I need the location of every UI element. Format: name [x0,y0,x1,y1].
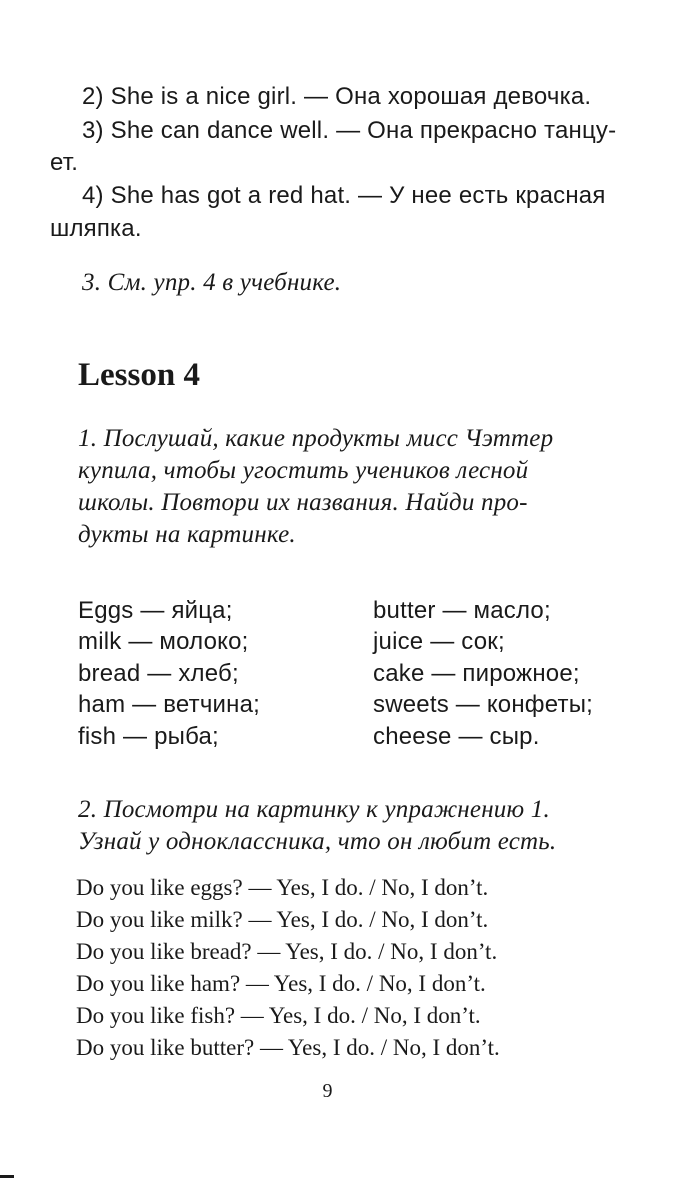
dialogue-line: Do you like ham? — Yes, I do. / No, I don’t. [76,971,486,996]
task-2-line: 2. Посмотри на картинку к упражнению 1. [78,796,550,823]
task-1-line: школы. Повтори их названия. Найди про- [78,489,528,516]
vocab-item: sweets — конфеты; [373,691,594,718]
vocab-item: Eggs — яйца; [78,597,233,624]
dialogue-line: Do you like fish? — Yes, I do. / No, I don’t. [76,1003,481,1028]
text-line: шляпка. [50,215,142,242]
task-1-line: дукты на картинке. [78,521,296,548]
vocab-item: cake — пирожное; [373,660,580,687]
vocab-item: juice — сок; [373,628,505,655]
task-2-line: Узнай у одноклассника, что он любит есть. [78,828,557,855]
lesson-title: Lesson 4 [78,357,200,393]
text-line: 3) She can dance well. — Она прекрасно танцу- [82,117,617,144]
vocab-item: fish — рыба; [78,723,219,750]
dialogue-line: Do you like milk? — Yes, I do. / No, I don’t. [76,907,489,932]
text-line: 2) She is a nice girl. — Она хорошая девочка. [82,83,592,110]
reference-note: 3. См. упр. 4 в учебнике. [82,269,342,296]
vocab-item: ham — ветчина; [78,691,261,718]
vocab-item: butter — масло; [373,597,551,624]
task-1-line: 1. Послушай, какие продукты мисс Чэттер [78,425,554,452]
dialogue-line: Do you like bread? — Yes, I do. / No, I don’t. [76,939,498,964]
task-1-line: купила, чтобы угостить учеников лесной [78,457,529,484]
text-line: 4) She has got a red hat. — У нее есть красная [82,182,606,209]
dialogue-line: Do you like eggs? — Yes, I do. / No, I don’t. [76,875,489,900]
vocab-item: milk — молоко; [78,628,249,655]
vocab-item: bread — хлеб; [78,660,239,687]
vocab-item: cheese — сыр. [373,723,540,750]
text-line: ет. [50,149,79,176]
scan-mark [0,1175,14,1178]
page-number: 9 [322,1080,333,1102]
dialogue-line: Do you like butter? — Yes, I do. / No, I don’t. [76,1035,500,1060]
